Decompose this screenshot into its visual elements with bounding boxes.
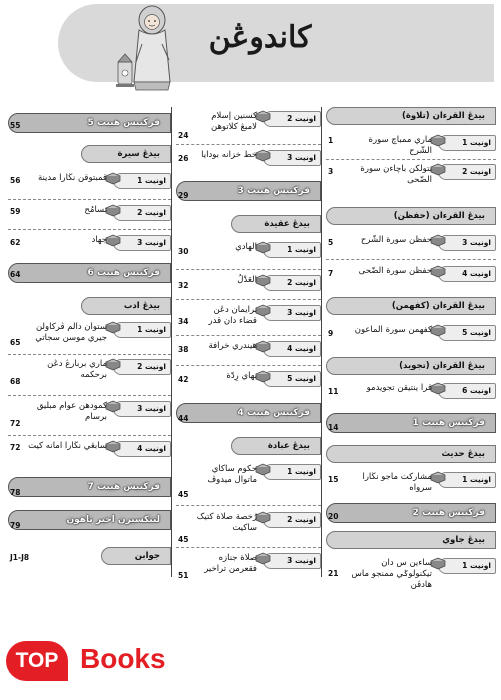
section-header: بيدڠ عبادة (231, 437, 321, 455)
section-header: بيدڠ القرءان (حفظن) (326, 207, 496, 225)
unit-title: حفظن سورة الضّحى (358, 266, 432, 276)
final-exam-banner[interactable]: لنتکسيرن اخير تاهون (8, 510, 171, 530)
toc-entry[interactable] (8, 171, 171, 195)
unit-badge: اونيت 1 (113, 173, 171, 189)
divider (8, 435, 171, 436)
book-icon (255, 240, 271, 254)
unit-title: جهاد (91, 235, 107, 245)
toc-entry[interactable] (176, 148, 321, 172)
divider (176, 335, 321, 336)
toc-entry[interactable] (176, 339, 321, 363)
page-number: 62 (10, 238, 21, 247)
divider (8, 395, 171, 396)
page-number: 56 (10, 176, 21, 185)
page-number: 5 (328, 238, 334, 247)
book-icon (255, 369, 271, 383)
divider (176, 365, 321, 366)
unit-title: بتولکن باچاءن سورة الضّحى (360, 164, 432, 185)
book-icon (255, 303, 271, 317)
section-header: بيدڠ حديث (326, 445, 496, 463)
practice-banner[interactable]: فرکتيس هيبت 1 (326, 413, 496, 433)
book-icon (255, 510, 271, 524)
toc-entry[interactable] (326, 233, 496, 257)
unit-badge: اونيت 4 (438, 266, 496, 282)
unit-badge: اونيت 6 (438, 383, 496, 399)
unit-title: ستوان دالم ڤرکاولن جيري موسن سجاتي (35, 322, 107, 343)
page-title: کاندوڠن (208, 20, 312, 55)
character-illustration (112, 2, 182, 97)
page-number: 72 (10, 419, 21, 428)
page-number: 79 (10, 521, 21, 530)
book-icon (105, 171, 121, 185)
unit-badge: اونيت 3 (113, 235, 171, 251)
divider (176, 547, 321, 548)
book-icon (255, 462, 271, 476)
section-header: جوابن (101, 547, 171, 565)
practice-banner[interactable]: فرکتيس هيبت 7 (8, 477, 171, 497)
book-icon (105, 399, 121, 413)
book-icon (430, 323, 446, 337)
unit-title: صلاة جنازه فقعرمن تراخير (204, 553, 257, 574)
toc-entry[interactable] (8, 357, 171, 391)
unit-badge: اونيت 1 (438, 558, 496, 574)
divider (176, 299, 321, 300)
page-number: 72 (10, 443, 21, 452)
unit-title: بهاي رِدّة (226, 371, 257, 381)
toc-entry[interactable] (176, 510, 321, 544)
book-icon (105, 320, 121, 334)
unit-title: ماري ممباچ سورة الشّرح (368, 135, 432, 156)
page-number: 14 (328, 423, 339, 432)
toc-entry[interactable] (326, 264, 496, 288)
book-icon (255, 109, 271, 123)
toc-entry[interactable] (8, 203, 171, 227)
toc-entry[interactable] (8, 439, 171, 463)
toc-entry[interactable] (326, 556, 496, 590)
toc-entry[interactable] (176, 369, 321, 393)
unit-title: تسامُح (84, 205, 107, 215)
unit-title: العَدْلُ (237, 275, 257, 285)
unit-title: حکوم ساکاي ماتوال ميدوڤ (207, 464, 257, 485)
practice-banner[interactable]: فرکتيس هيبت 4 (176, 403, 321, 423)
section-header: بيدڠ ادب (81, 297, 171, 315)
page-number: 42 (178, 375, 189, 384)
toc-entry[interactable] (176, 109, 321, 139)
section-header: بيدڠ القرءان (تجويد) (326, 357, 496, 375)
toc-entry[interactable] (326, 162, 496, 186)
divider (176, 144, 321, 145)
unit-title: رُخصة صلاة کتيک ساکيت (196, 512, 257, 533)
unit-badge: اونيت 1 (438, 472, 496, 488)
unit-badge: اونيت 5 (263, 371, 321, 387)
page-number: 3 (328, 167, 334, 176)
unit-title: خط خزانه بودايا (201, 150, 257, 160)
unit-badge: اونيت 4 (113, 441, 171, 457)
book-icon (430, 233, 446, 247)
toc-entry[interactable] (176, 303, 321, 333)
page-number: 24 (178, 131, 189, 140)
page-number: 45 (178, 490, 189, 499)
book-icon (430, 133, 446, 147)
unit-title: مشارکت ماجو نڬارا سرواه (362, 472, 432, 493)
page-number: 32 (178, 281, 189, 290)
toc-entry[interactable] (176, 462, 321, 499)
book-icon (430, 381, 446, 395)
page-number: 51 (178, 571, 189, 580)
divider (176, 505, 321, 506)
unit-title: حفظن سورة الشّرح (360, 235, 432, 245)
page-number: 68 (10, 377, 21, 386)
section-header: بيدڠ جاوي (326, 531, 496, 549)
unit-badge: اونيت 2 (113, 205, 171, 221)
divider (8, 354, 171, 355)
unit-badge: اونيت 5 (438, 325, 496, 341)
unit-badge: اونيت 4 (263, 341, 321, 357)
book-icon (105, 233, 121, 247)
divider (326, 159, 496, 160)
top-logo: TOP (6, 641, 68, 681)
unit-badge: اونيت 2 (263, 275, 321, 291)
unit-badge: اونيت 1 (263, 242, 321, 258)
page-number: 45 (178, 535, 189, 544)
practice-banner[interactable]: فرکتيس هيبت 5 (8, 113, 171, 133)
toc-column-middle (176, 107, 322, 580)
book-icon (430, 162, 446, 176)
practice-banner[interactable]: فرکتيس هيبت 6 (8, 263, 171, 283)
unit-badge: اونيت 2 (438, 164, 496, 180)
page-number: 55 (10, 121, 21, 130)
unit-badge: اونيت 1 (263, 464, 321, 480)
toc-entry[interactable] (326, 470, 496, 494)
section-header: بيدڠ القرءان (تلاوة) (326, 107, 496, 125)
page-number: 26 (178, 154, 189, 163)
toc-entry[interactable] (176, 551, 321, 579)
unit-title: الهادي (235, 242, 257, 252)
book-icon (105, 439, 121, 453)
toc-column-right (326, 107, 496, 590)
toc-entry[interactable] (326, 323, 496, 347)
page-number: J1-J8 (10, 553, 30, 562)
section-header: بيدڠ سيرة (81, 145, 171, 163)
unit-title: سابڠي نڬارا امانه کيت (28, 441, 107, 451)
book-icon (430, 556, 446, 570)
toc-entry[interactable] (176, 273, 321, 297)
unit-title: ساءين س دان تيکنولوݢي ممنجو ماس هادڤن (351, 558, 432, 590)
books-logo: Books (80, 643, 166, 674)
page-number: 9 (328, 329, 334, 338)
unit-badge: اونيت 3 (113, 401, 171, 417)
book-icon (430, 470, 446, 484)
unit-title: ماري بربارڠ دڠن برحکمه (47, 359, 107, 380)
book-icon (105, 357, 121, 371)
unit-badge: اونيت 2 (113, 359, 171, 375)
divider (326, 259, 496, 260)
page-number: 29 (178, 191, 189, 200)
page-number: 30 (178, 247, 189, 256)
section-header: بيدڠ عقيدة (231, 215, 321, 233)
unit-title: قرا ينتيقن تجويدمو (366, 383, 432, 393)
unit-badge: اونيت 3 (438, 235, 496, 251)
page-number: 11 (328, 387, 339, 396)
unit-badge: اونيت 3 (263, 553, 321, 569)
unit-title: برايمان دڠن قضاء دان قدر (208, 305, 257, 326)
page-number: 20 (328, 512, 339, 521)
divider (8, 199, 171, 200)
page-number: 15 (328, 475, 339, 484)
toc-entry[interactable] (8, 399, 171, 427)
book-icon (255, 148, 271, 162)
practice-banner[interactable]: فرکتيس هيبت 3 (176, 181, 321, 201)
toc-entry[interactable] (176, 240, 321, 264)
unit-badge: اونيت 1 (438, 135, 496, 151)
unit-title: کسنين إسلام لامبڠ کلاتوهن (210, 111, 257, 132)
page-number: 64 (10, 270, 21, 279)
page-number: 34 (178, 317, 189, 326)
divider (8, 229, 171, 230)
unit-badge: اونيت 2 (263, 111, 321, 127)
page-number: 59 (10, 207, 21, 216)
book-icon (430, 264, 446, 278)
unit-title: قمبتوقن نڬارا مدينة (37, 173, 107, 183)
toc-entry[interactable] (8, 320, 171, 354)
unit-title: کمودهن عوام مبليق برسام (36, 401, 107, 422)
page-number: 1 (328, 136, 334, 145)
page-number: 44 (178, 414, 189, 423)
practice-banner[interactable]: فرکتيس هيبت 2 (326, 503, 496, 523)
page-number: 65 (10, 338, 21, 347)
toc-column-left (8, 107, 172, 577)
book-icon (105, 203, 121, 217)
toc-entry[interactable] (326, 133, 496, 157)
unit-badge: اونيت 3 (263, 305, 321, 321)
unit-title: کفهمن سورة الماعون (354, 325, 432, 335)
page-number: 38 (178, 345, 189, 354)
unit-badge: اونيت 3 (263, 150, 321, 166)
page-number: 7 (328, 269, 334, 278)
book-icon (255, 273, 271, 287)
page-number: 21 (328, 569, 339, 578)
book-icon (255, 339, 271, 353)
divider (176, 269, 321, 270)
toc-entry[interactable] (326, 381, 496, 405)
unit-title: هيندري خرافة (208, 341, 257, 351)
page-number: 78 (10, 488, 21, 497)
unit-badge: اونيت 2 (263, 512, 321, 528)
toc-entry[interactable] (8, 233, 171, 257)
unit-badge: اونيت 1 (113, 322, 171, 338)
book-icon (255, 551, 271, 565)
section-header: بيدڠ القرءان (کفهمن) (326, 297, 496, 315)
